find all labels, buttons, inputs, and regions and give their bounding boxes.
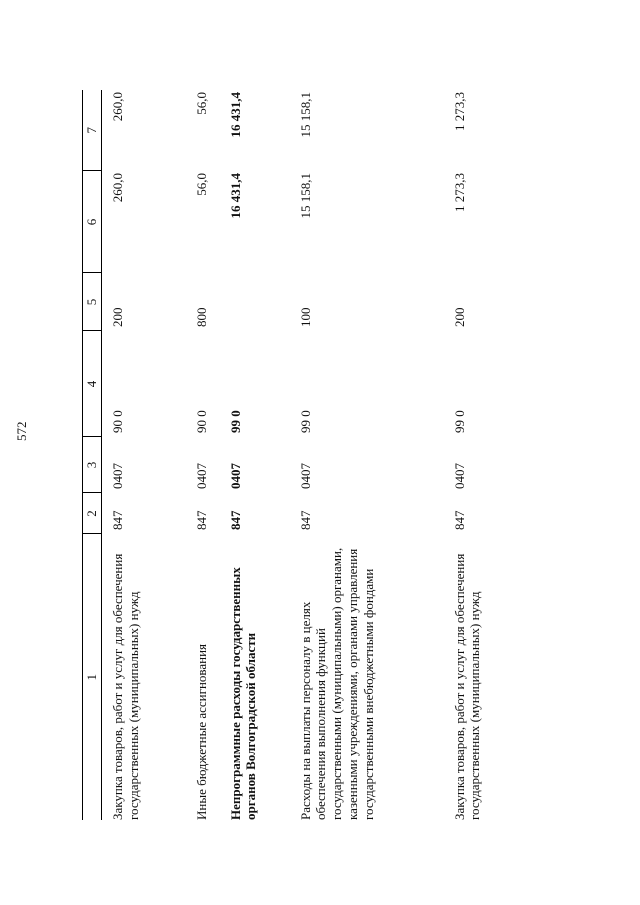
row-amount: 1 273,3 [451,173,467,212]
row-code: 847 [297,510,313,530]
column-header: 2 [83,493,102,534]
column-header: 4 [83,331,102,437]
row-amount: 260,0 [110,173,125,203]
row-code: 847 [227,510,243,530]
column-header: 3 [83,437,102,493]
row-name: Непрограммные расходы государственных органов Волгоградской области [227,567,259,820]
table-row [186,90,220,820]
header-row [83,90,102,820]
row-code: 847 [110,510,125,530]
row-amount-total: 260,0 [110,92,125,122]
row-section: 0407 [227,463,243,489]
column-header: 1 [83,534,102,820]
page-number: 572 [14,421,29,441]
row-name: Расходы на выплаты персоналу в целях обеспечения выполнения функций государственными (муниципальными) органами, казенными учреждениями, органами управления государственными внебюджетными фондами [297,547,376,820]
row-target: 90 0 [193,410,209,433]
row-target: 90 0 [110,410,125,433]
table-body [102,90,534,820]
row-target: 99 0 [227,410,243,433]
rotated-table-wrapper [82,90,607,820]
row-name: Иные бюджетные ассигнования [193,643,209,820]
row-amount: 16 431,4 [227,173,243,219]
row-amount: 15 158,1 [297,173,313,219]
table-row [220,90,290,820]
table-row [290,90,444,820]
table-row [102,90,186,820]
row-name: Закупка товаров, работ и услуг для обеспечения государственных (муниципальных) нужд [451,553,483,820]
row-target: 99 0 [451,410,467,433]
row-expense-type: 200 [110,307,125,327]
column-header: 6 [83,171,102,273]
row-amount-total: 16 431,4 [227,92,243,138]
row-expense-type: 100 [297,307,313,327]
row-name: Закупка товаров, работ и услуг для обеспечения государственных (муниципальных) нужд [110,553,141,820]
row-target: 99 0 [297,410,313,433]
row-amount-total: 56,0 [193,92,209,115]
budget-table [82,90,534,820]
row-section: 0407 [193,463,209,489]
row-expense-type: 200 [451,307,467,327]
row-expense-type: 800 [193,307,209,327]
row-amount-total: 15 158,1 [297,92,313,138]
column-header: 7 [83,90,102,171]
table-row [444,90,534,820]
row-amount: 56,0 [193,173,209,196]
row-code: 847 [451,510,467,530]
column-header: 5 [83,273,102,331]
row-section: 0407 [297,463,313,489]
row-section: 0407 [110,463,125,489]
row-amount-total: 1 273,3 [451,92,467,131]
row-code: 847 [193,510,209,530]
row-section: 0407 [451,463,467,489]
row-expense-type [220,273,290,331]
